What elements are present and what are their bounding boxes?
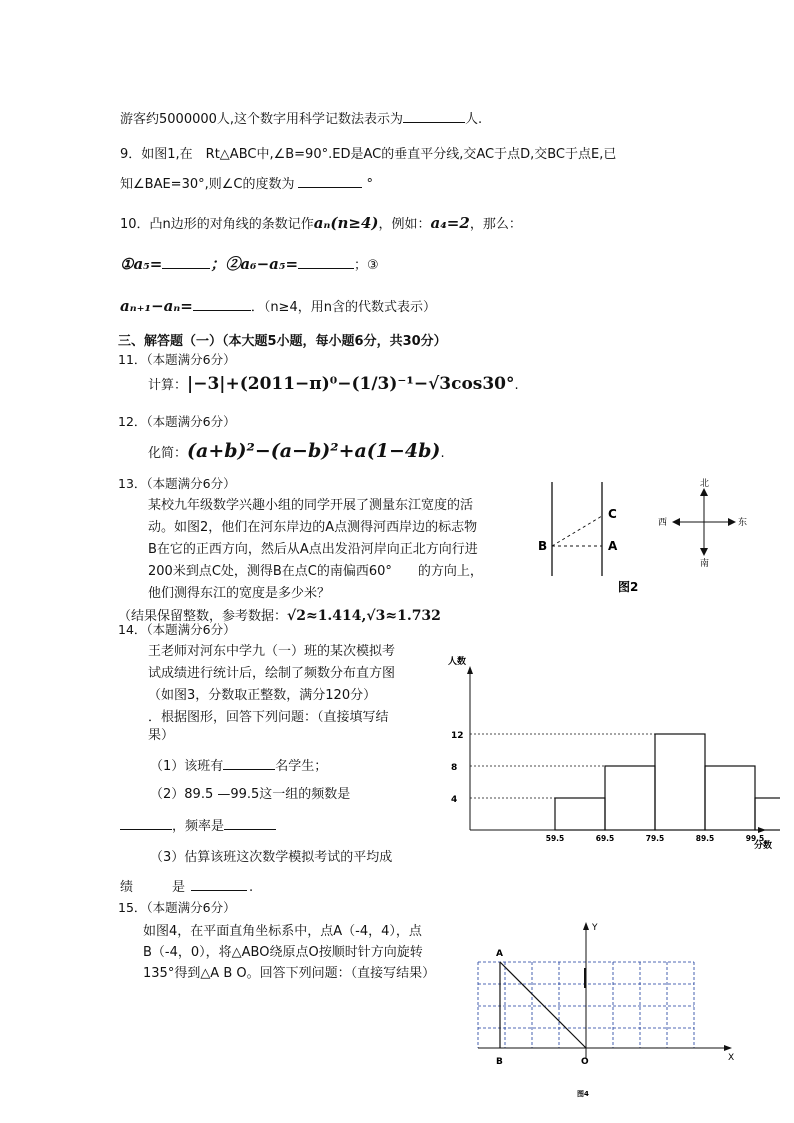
point-b-label: B bbox=[496, 1057, 503, 1067]
q13-line: 200米到点C处，测得B在点C的南偏西60° 的方向上， bbox=[148, 564, 483, 579]
segment-bc bbox=[552, 516, 602, 546]
figure-4-caption: 图4 bbox=[577, 1090, 589, 1098]
q10-notation: aₙ(n≥4) bbox=[313, 214, 379, 232]
point-a-label: A bbox=[608, 539, 618, 553]
x-tick-label: 99.5 bbox=[745, 834, 765, 843]
compass-north: 北 bbox=[700, 479, 710, 489]
q15-line: 如图4，在平面直角坐标系中，点A（-4，4），点 bbox=[143, 924, 422, 939]
arrow-right-icon bbox=[728, 518, 736, 526]
q12-body: 化简：(a+b)²−(a−b)²+a(1−4b). bbox=[148, 440, 445, 462]
section-title: 三、解答题（一）（本大题5小题，每小题6分，共30分） bbox=[118, 334, 447, 349]
arrow-left-icon bbox=[672, 518, 680, 526]
point-c-label: C bbox=[608, 507, 617, 521]
q12-header: 12．（本题满分6分） bbox=[118, 414, 236, 429]
x-tick-label: 89.5 bbox=[695, 834, 715, 843]
arrow-down-icon bbox=[700, 548, 708, 556]
q13-line: 他们测得东江的宽度是多少米？ bbox=[148, 586, 331, 601]
answer-blank[interactable] bbox=[403, 108, 465, 123]
x-axis-arrow-icon bbox=[724, 1045, 732, 1051]
x-axis-label: 分数 bbox=[754, 841, 773, 851]
answer-blank[interactable] bbox=[223, 755, 275, 770]
q14-line: 王老师对河东中学九（一）班的某次模拟考 bbox=[148, 644, 396, 659]
histogram-bar bbox=[705, 766, 755, 830]
answer-blank[interactable] bbox=[298, 173, 362, 188]
q10-line1: 10．凸n边形的对角线的条数记作aₙ(n≥4)，例如：a₄=2，那么： bbox=[120, 214, 522, 232]
answer-blank[interactable] bbox=[224, 815, 276, 830]
q15-line: B（-4，0），将△ABO绕原点O按顺时针方向旋转 bbox=[143, 945, 423, 960]
figure-2-caption: 图2 bbox=[618, 580, 639, 594]
answer-blank[interactable] bbox=[193, 296, 251, 311]
q8-after: 人. bbox=[465, 112, 483, 127]
figure-4-coordinate-grid bbox=[470, 918, 760, 1108]
q14-line: 果） bbox=[148, 728, 175, 743]
q14-line: （如图3，分数取正整数，满分120分） bbox=[148, 688, 377, 703]
q13-ref-values: √2≈1.414,√3≈1.732 bbox=[287, 608, 441, 624]
q10-line3: aₙ₊₁−aₙ= ．（n≥4，用n含的代数式表示） bbox=[120, 297, 436, 315]
q14-part3b: 绩 是 . bbox=[120, 876, 253, 895]
answer-blank[interactable] bbox=[298, 254, 354, 269]
y-axis-arrow-icon bbox=[467, 666, 473, 674]
q9-line1: 9．如图1,在 Rt△ABC中,∠B=90°.ED是AC的垂直平分线,交AC于点D,交BC于点E,已 bbox=[120, 147, 617, 162]
arrow-up-icon bbox=[700, 488, 708, 496]
q10-example: a₄=2 bbox=[430, 214, 470, 232]
q12-expression: (a+b)²−(a−b)²+a(1−4b) bbox=[187, 440, 441, 462]
figure-2 bbox=[530, 478, 780, 598]
x-tick-label: 79.5 bbox=[645, 834, 665, 843]
histogram-bar bbox=[555, 798, 605, 830]
figure-3-histogram bbox=[440, 650, 780, 860]
x-tick-label: 59.5 bbox=[545, 834, 565, 843]
y-axis-letter: Y bbox=[592, 923, 598, 933]
q14-line: 试成绩进行统计后，绘制了频数分布直方图 bbox=[148, 666, 396, 681]
histogram-bar bbox=[655, 734, 705, 830]
q11-expression: |−3|+(2011−π)⁰−(1/3)⁻¹−√3cos30° bbox=[187, 374, 515, 394]
compass-rose bbox=[658, 478, 747, 569]
q14-part2a: （2）89.5 —99.5这一组的频数是 bbox=[150, 787, 351, 802]
q15-line: 135°得到△A B O。回答下列问题：（直接写结果） bbox=[143, 966, 436, 981]
q14-part3a: （3）估算该班这次数学模拟考试的平均成 bbox=[150, 850, 393, 865]
point-a-label: A bbox=[496, 949, 503, 959]
answer-blank[interactable] bbox=[191, 876, 247, 891]
y-axis-label: 人数 bbox=[448, 657, 467, 667]
q14-header: 14．（本题满分6分） bbox=[118, 622, 236, 637]
q10-line2: ①a₅= ；②a₆−a₅= ；③ bbox=[120, 255, 379, 273]
q13-line: 某校九年级数学兴趣小组的同学开展了测量东江宽度的活 bbox=[148, 498, 474, 513]
y-tick-label: 12 bbox=[451, 731, 464, 741]
answer-blank[interactable] bbox=[120, 815, 172, 830]
x-axis-letter: X bbox=[728, 1053, 735, 1063]
q8-text: 游客约5000000人,这个数字用科学记数法表示为 bbox=[120, 112, 404, 127]
y-tick-label: 4 bbox=[451, 795, 458, 805]
q13-line: B在它的正西方向，然后从A点出发沿河岸向正北方向行进 bbox=[148, 542, 478, 557]
q11-header: 11．（本题满分6分） bbox=[118, 352, 236, 367]
compass-east: 东 bbox=[738, 518, 748, 528]
q11-body: 计算：|−3|+(2011−π)⁰−(1/3)⁻¹−√3cos30°. bbox=[148, 374, 519, 394]
q9-line2: 知∠BAE=30°,则∠C的度数为 ° bbox=[120, 173, 373, 192]
compass-south: 南 bbox=[700, 559, 710, 569]
q15-header: 15．（本题满分6分） bbox=[118, 900, 236, 915]
q8-tail bbox=[120, 108, 482, 127]
origin-label: O bbox=[581, 1057, 589, 1067]
q14-line: ．根据图形，回答下列问题：（直接填写结 bbox=[148, 710, 389, 725]
y-axis-arrow-icon bbox=[583, 922, 589, 930]
q13-reference: （结果保留整数，参考数据：√2≈1.414,√3≈1.732 bbox=[118, 608, 441, 624]
segment-ao bbox=[500, 962, 586, 1048]
q13-line: 动。如图2，他们在河东岸边的A点测得河西岸边的标志物 bbox=[148, 520, 478, 535]
x-tick-label: 69.5 bbox=[595, 834, 615, 843]
q14-part1: （1）该班有 名学生； bbox=[150, 755, 327, 774]
q14-part2b: ，频率是 bbox=[120, 815, 276, 834]
histogram-bar bbox=[755, 798, 780, 830]
answer-blank[interactable] bbox=[162, 254, 210, 269]
histogram-bar bbox=[605, 766, 655, 830]
q13-header: 13．（本题满分6分） bbox=[118, 476, 236, 491]
y-tick-label: 8 bbox=[451, 763, 458, 773]
compass-west: 西 bbox=[658, 518, 668, 528]
point-b-label: B bbox=[538, 539, 548, 553]
